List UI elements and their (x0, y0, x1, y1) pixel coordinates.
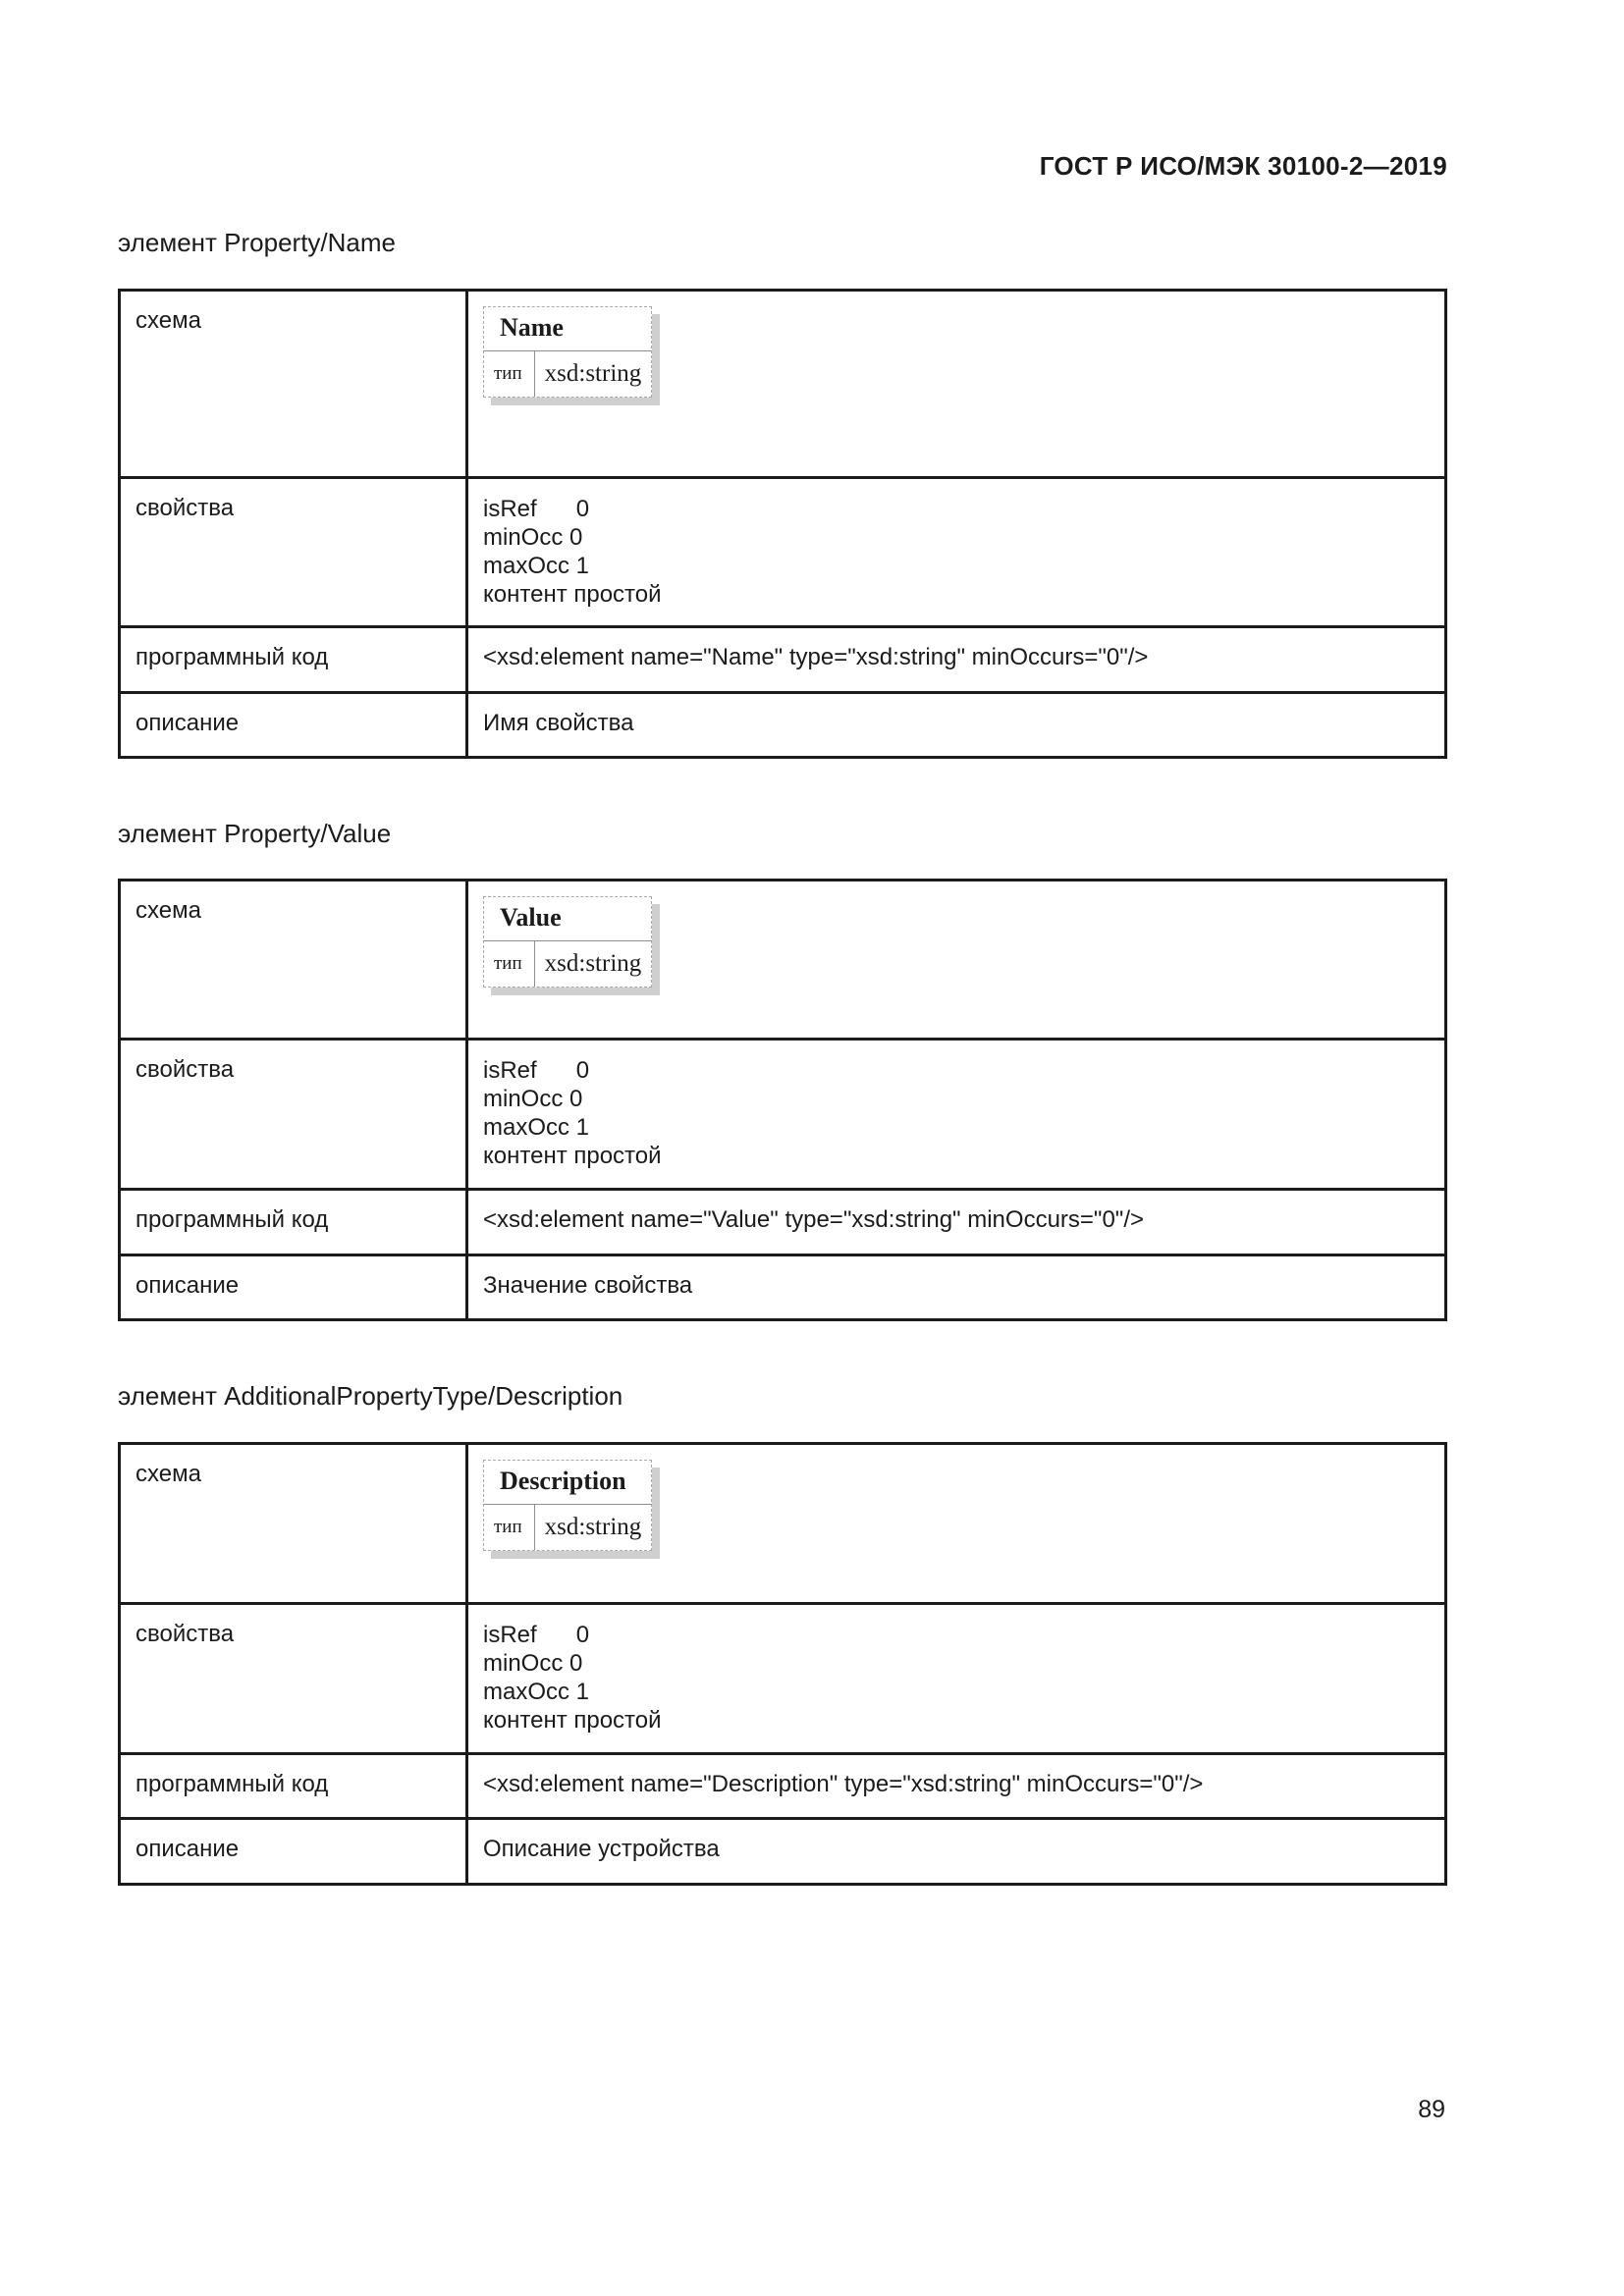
schema-diagram (483, 1460, 652, 1551)
schema-type-value: xsd:string (544, 1514, 642, 1540)
prop-isref: isRef 0 (483, 1057, 590, 1084)
schema-label: схема (120, 1444, 467, 1604)
prop-content: контент простой (483, 1707, 662, 1734)
description-cell: Имя свойства (467, 693, 1446, 758)
schema-cell (467, 291, 1446, 478)
prop-isref: isRef 0 (483, 1622, 590, 1648)
properties-label: свойства (120, 1040, 467, 1190)
schema-element-name: Value (484, 897, 651, 941)
schema-type-label: тип (484, 1505, 535, 1550)
description-label: описание (120, 693, 467, 758)
code-cell: <xsd:element name="Description" type="xsd:string" minOccurs="0"/> (467, 1754, 1446, 1819)
prop-maxocc: maxOcc 1 (483, 553, 590, 579)
prop-maxocc: maxOcc 1 (483, 1114, 590, 1141)
prop-maxocc: maxOcc 1 (483, 1679, 590, 1705)
schema-type-value: xsd:string (544, 360, 642, 387)
prop-content: контент простой (483, 581, 662, 608)
description-cell: Описание устройства (467, 1819, 1446, 1885)
schema-type-label: тип (484, 941, 535, 987)
element-spec-table (118, 879, 1447, 1321)
prop-isref: isRef 0 (483, 496, 590, 522)
description-label: описание (120, 1819, 467, 1885)
schema-cell (467, 881, 1446, 1040)
prop-minocc: minOcc 0 (483, 1650, 583, 1677)
schema-label: схема (120, 881, 467, 1040)
element-spec-table (118, 1442, 1447, 1886)
element-spec-table (118, 289, 1447, 759)
section-title: элемент Property/Value (118, 819, 392, 848)
properties-cell (467, 478, 1446, 627)
page-number: 89 (1418, 2096, 1445, 2123)
description-label: описание (120, 1255, 467, 1320)
schema-element-name: Name (484, 307, 651, 351)
prop-content: контент простой (483, 1143, 662, 1169)
schema-cell (467, 1444, 1446, 1604)
schema-type-label: тип (484, 351, 535, 397)
code-label: программный код (120, 1754, 467, 1819)
prop-minocc: minOcc 0 (483, 524, 583, 551)
schema-element-name: Description (484, 1461, 651, 1505)
schema-type-value: xsd:string (544, 950, 642, 977)
prop-minocc: minOcc 0 (483, 1086, 583, 1112)
section-title: элемент AdditionalPropertyType/Description (118, 1381, 623, 1411)
description-cell: Значение свойства (467, 1255, 1446, 1320)
document-code: ГОСТ Р ИСО/МЭК 30100-2—2019 (1039, 151, 1447, 181)
properties-label: свойства (120, 478, 467, 627)
properties-cell (467, 1604, 1446, 1754)
code-cell: <xsd:element name="Name" type="xsd:string" minOccurs="0"/> (467, 627, 1446, 693)
code-label: программный код (120, 1190, 467, 1255)
schema-diagram (483, 306, 652, 398)
schema-label: схема (120, 291, 467, 478)
properties-label: свойства (120, 1604, 467, 1754)
properties-cell (467, 1040, 1446, 1190)
code-label: программный код (120, 627, 467, 693)
schema-diagram (483, 896, 652, 988)
section-title: элемент Property/Name (118, 228, 396, 257)
code-cell: <xsd:element name="Value" type="xsd:string" minOccurs="0"/> (467, 1190, 1446, 1255)
